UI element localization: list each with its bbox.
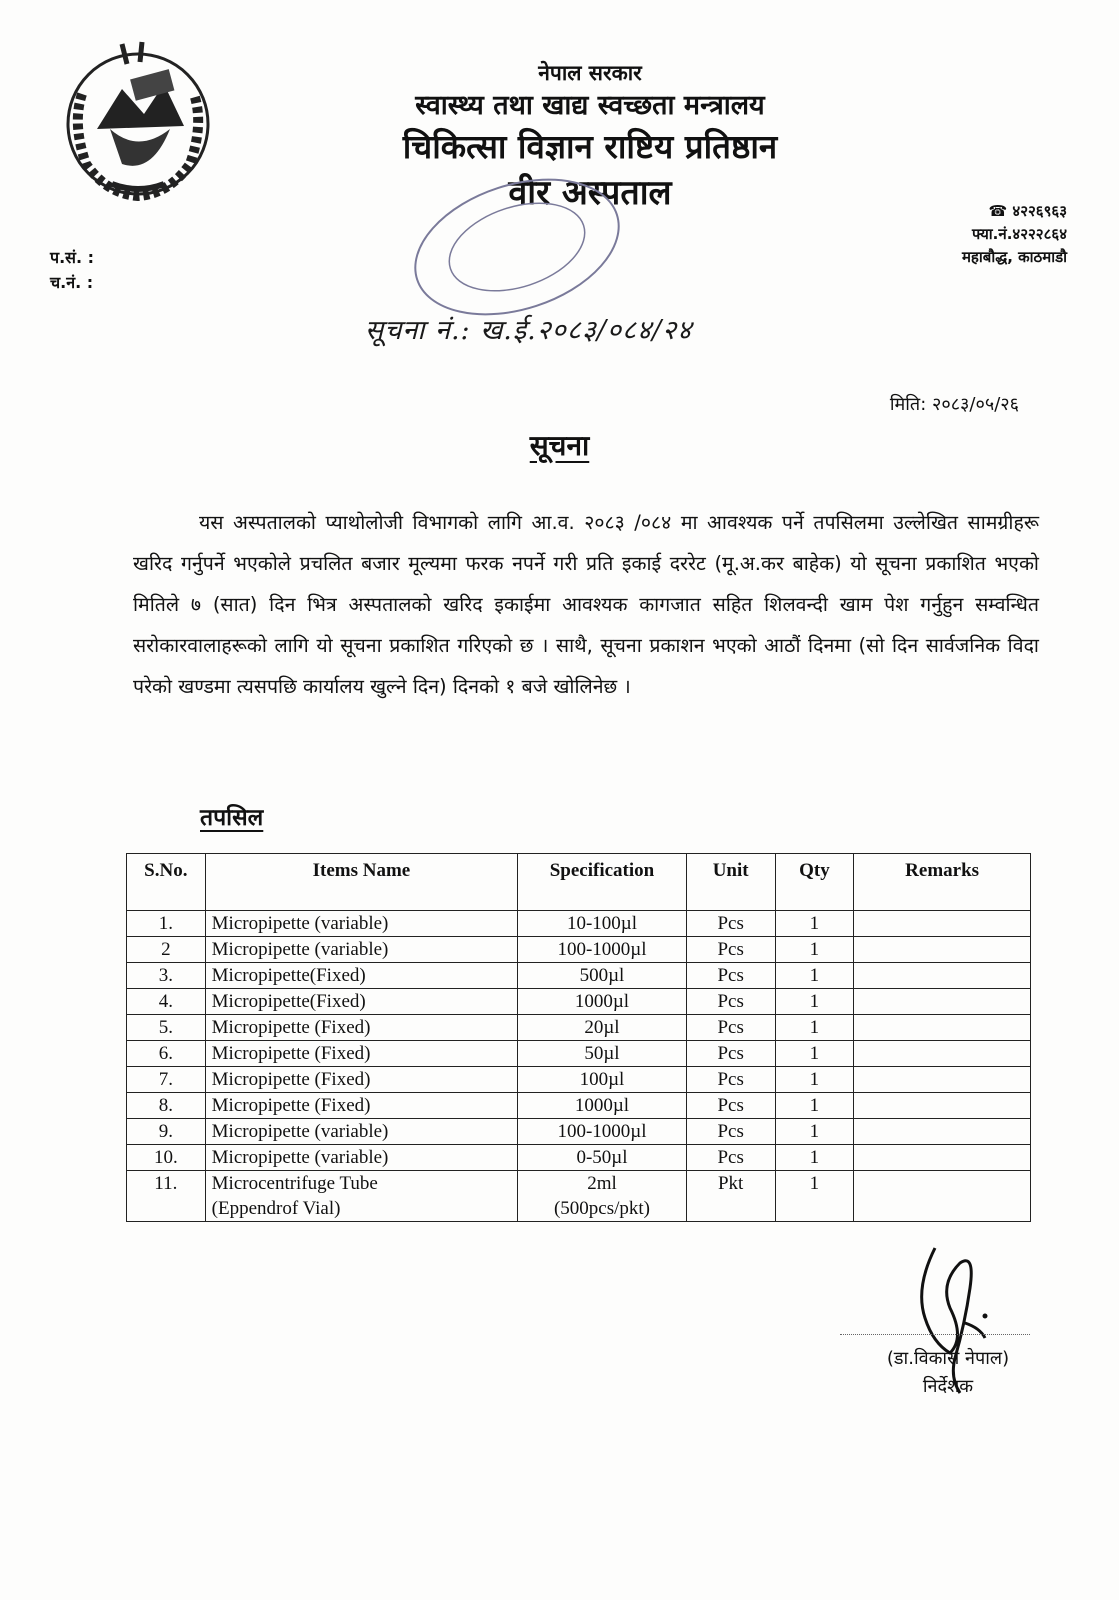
cell-remarks bbox=[854, 1119, 1031, 1145]
cell-qty: 1 bbox=[775, 1119, 854, 1145]
cell-remarks bbox=[854, 1171, 1031, 1222]
table-row bbox=[127, 1119, 1031, 1145]
cell-remarks bbox=[854, 937, 1031, 963]
chalani-number-label: च.नं. : bbox=[50, 273, 94, 292]
cell-qty: 1 bbox=[775, 1145, 854, 1171]
cell-item-name bbox=[205, 1171, 518, 1222]
signature-line bbox=[840, 1334, 1030, 1335]
institute-name: चिकित्सा विज्ञान राष्टिय प्रतिष्ठान bbox=[402, 127, 778, 166]
cell-unit: Pcs bbox=[686, 911, 775, 937]
address: महाबौद्ध, काठमाडौ bbox=[961, 248, 1067, 266]
ministry-name: स्वास्थ्य तथा खाद्य स्वच्छता मन्त्रालय bbox=[415, 90, 765, 121]
cell-item-name: Micropipette (Fixed) bbox=[205, 1093, 518, 1119]
cell-sno: 6. bbox=[127, 1041, 206, 1067]
cell-remarks bbox=[854, 1145, 1031, 1171]
reference-fields bbox=[50, 245, 94, 295]
cell-item-name: Micropipette (variable) bbox=[205, 1119, 518, 1145]
notice-title bbox=[0, 426, 1119, 464]
schedule-label: तपसिल bbox=[200, 805, 264, 831]
cell-item-name-line2: (Eppendrof Vial) bbox=[211, 1198, 341, 1219]
cell-sno: 1. bbox=[127, 911, 206, 937]
cell-qty: 1 bbox=[775, 911, 854, 937]
cell-sno: 2 bbox=[127, 937, 206, 963]
cell-item-name: Micropipette (Fixed) bbox=[205, 1015, 518, 1041]
signer-block bbox=[858, 1345, 1038, 1401]
cell-remarks bbox=[854, 1067, 1031, 1093]
cell-sno: 11. bbox=[127, 1171, 206, 1222]
cell-unit: Pcs bbox=[686, 989, 775, 1015]
cell-sno: 7. bbox=[127, 1067, 206, 1093]
cell-unit: Pcs bbox=[686, 1015, 775, 1041]
cell-sno: 3. bbox=[127, 963, 206, 989]
header-remarks: Remarks bbox=[854, 854, 1031, 911]
cell-item-name: Micropipette (variable) bbox=[205, 1145, 518, 1171]
cell-specification: 100-1000µl bbox=[518, 937, 687, 963]
phone-number: ☎ ४२२६९६३ bbox=[988, 202, 1067, 220]
cell-specification bbox=[518, 1171, 687, 1222]
patra-sankhya-label: प.सं. : bbox=[50, 248, 95, 267]
cell-sno: 8. bbox=[127, 1093, 206, 1119]
items-table bbox=[126, 853, 1031, 1222]
table-header-row bbox=[127, 854, 1031, 911]
header-items-name: Items Name bbox=[205, 854, 518, 911]
cell-qty: 1 bbox=[775, 989, 854, 1015]
cell-sno: 9. bbox=[127, 1119, 206, 1145]
cell-specification: 100µl bbox=[518, 1067, 687, 1093]
cell-unit: Pcs bbox=[686, 1145, 775, 1171]
cell-item-name: Micropipette(Fixed) bbox=[205, 963, 518, 989]
cell-qty: 1 bbox=[775, 1093, 854, 1119]
notice-body bbox=[133, 502, 1039, 707]
cell-item-name: Micropipette (variable) bbox=[205, 911, 518, 937]
cell-qty: 1 bbox=[775, 963, 854, 989]
office-stamp bbox=[402, 172, 632, 322]
cell-specification-line2: (500pcs/pkt) bbox=[553, 1198, 650, 1219]
cell-qty: 1 bbox=[775, 1041, 854, 1067]
cell-specification: 10-100µl bbox=[518, 911, 687, 937]
cell-unit: Pcs bbox=[686, 1067, 775, 1093]
cell-specification: 500µl bbox=[518, 963, 687, 989]
cell-qty: 1 bbox=[775, 1067, 854, 1093]
header-qty: Qty bbox=[775, 854, 854, 911]
cell-qty: 1 bbox=[775, 937, 854, 963]
signer-name: (डा.विकास नेपाल) bbox=[886, 1348, 1010, 1369]
cell-specification-line1: 2ml bbox=[587, 1173, 617, 1194]
government-name: नेपाल सरकार bbox=[538, 61, 642, 85]
signer-title: निर्देशक bbox=[922, 1376, 974, 1397]
cell-sno: 4. bbox=[127, 989, 206, 1015]
cell-remarks bbox=[854, 1015, 1031, 1041]
table-row bbox=[127, 1041, 1031, 1067]
cell-unit: Pcs bbox=[686, 963, 775, 989]
cell-specification: 1000µl bbox=[518, 1093, 687, 1119]
cell-item-name-line1: Microcentrifuge Tube bbox=[211, 1173, 378, 1194]
cell-unit: Pcs bbox=[686, 1119, 775, 1145]
cell-sno: 10. bbox=[127, 1145, 206, 1171]
cell-unit: Pcs bbox=[686, 1093, 775, 1119]
cell-unit: Pkt bbox=[686, 1171, 775, 1222]
cell-remarks bbox=[854, 911, 1031, 937]
cell-item-name: Micropipette (Fixed) bbox=[205, 1041, 518, 1067]
nepal-emblem-icon bbox=[52, 34, 224, 206]
cell-remarks bbox=[854, 1093, 1031, 1119]
cell-specification: 100-1000µl bbox=[518, 1119, 687, 1145]
contact-info bbox=[962, 200, 1067, 269]
cell-specification: 20µl bbox=[518, 1015, 687, 1041]
cell-item-name: Micropipette (variable) bbox=[205, 937, 518, 963]
cell-qty: 1 bbox=[775, 1171, 854, 1222]
table-row bbox=[127, 937, 1031, 963]
fax-number: फ्या.नं.४२२२८६४ bbox=[972, 225, 1067, 243]
notice-reference-number: सूचना नं.: ख.ई.२०८३/०८४/२४ bbox=[365, 315, 693, 346]
table-row bbox=[127, 1015, 1031, 1041]
cell-specification: 0-50µl bbox=[518, 1145, 687, 1171]
table-row bbox=[127, 1145, 1031, 1171]
cell-specification: 1000µl bbox=[518, 989, 687, 1015]
table-row bbox=[127, 1093, 1031, 1119]
cell-qty: 1 bbox=[775, 1015, 854, 1041]
header-specification: Specification bbox=[518, 854, 687, 911]
cell-item-name: Micropipette(Fixed) bbox=[205, 989, 518, 1015]
table-row bbox=[127, 911, 1031, 937]
table-row bbox=[127, 989, 1031, 1015]
cell-unit: Pcs bbox=[686, 937, 775, 963]
cell-sno: 5. bbox=[127, 1015, 206, 1041]
notice-title-text: सूचना bbox=[529, 429, 590, 462]
hospital-name: वीर अस्पताल bbox=[508, 173, 672, 213]
cell-remarks bbox=[854, 1041, 1031, 1067]
cell-remarks bbox=[854, 989, 1031, 1015]
notice-paragraph: यस अस्पतालको प्याथोलोजी विभागको लागि आ.व. २०८३ /०८४ मा आवश्यक पर्ने तपसिलमा उल्लेखित सामग्रीहरू खरिद गर्नुपर्ने भएकोले प्रचलित बजार मूल्यमा फरक नपर्ने गरी प्रति इकाई दररेट (मू.अ.कर बाहेक) यो सूचना प्रकाशित भएको मितिले ७ (सात) दिन भित्र अस्पतालको खरिद इकाईमा आवश्यक कागजात सहित शिलवन्दी खाम पेश गर्नुहुन सम्वन्धित सरोकारवालाहरूको लागि यो सूचना प्रकाशित गरिएको छ । साथै, सूचना प्रकाशन भएको आठौं दिनमा (सो दिन सार्वजनिक विदा परेको खण्डमा त्यसपछि कार्यालय खुल्ने दिन) दिनको १ बजे खोलिनेछ । bbox=[133, 511, 1039, 698]
notice-date: मिति: २०८३/०५/२६ bbox=[889, 394, 1019, 415]
table-row bbox=[127, 1171, 1031, 1222]
table-row bbox=[127, 963, 1031, 989]
cell-specification: 50µl bbox=[518, 1041, 687, 1067]
header-unit: Unit bbox=[686, 854, 775, 911]
cell-unit: Pcs bbox=[686, 1041, 775, 1067]
table-row bbox=[127, 1067, 1031, 1093]
cell-item-name: Micropipette (Fixed) bbox=[205, 1067, 518, 1093]
cell-remarks bbox=[854, 963, 1031, 989]
header-sno: S.No. bbox=[127, 854, 206, 911]
